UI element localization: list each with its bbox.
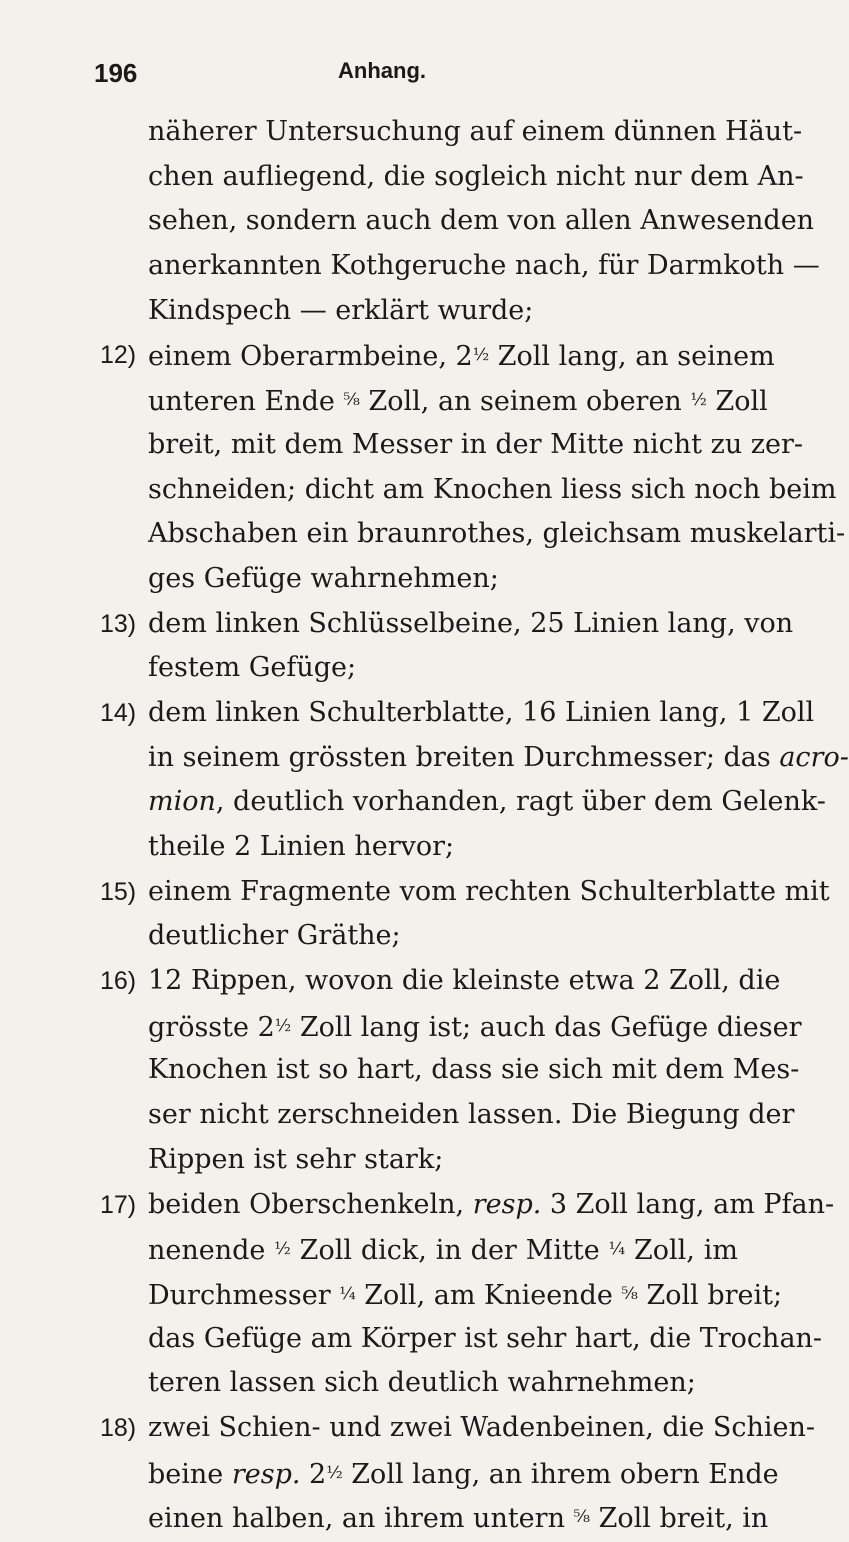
line-text [148,1183,835,1228]
item-number: 17) [100,1190,137,1219]
text-segment: dem linken Schulterblatte, 16 Linien lang, 1 Zoll [148,696,815,728]
text-segment: breit, mit dem Messer in der Mitte nicht zu zer- [148,428,804,460]
item-number: 14) [100,698,137,727]
text-line [0,736,849,781]
text-segment: 3 Zoll lang, am Pfan- [541,1188,835,1220]
text-segment: , deutlich vorhanden, ragt über dem Gelenk- [215,786,826,818]
text-line [0,825,800,870]
text-segment: Zoll lang, an seinem [489,341,775,373]
italic-term: mion [148,786,216,818]
line-text [148,1451,779,1498]
text-segment: einem Fragmente vom rechten Schulterblatte mit [148,875,830,907]
text-line [0,780,826,825]
line-text [148,1138,738,1183]
text-segment: sehen, sondern auch dem von allen Anwesenden [148,205,815,237]
text-segment: 12 Rippen, wovon die kleinste etwa 2 Zoll, die [148,965,781,997]
line-text [148,1361,738,1406]
text-line [0,1406,816,1451]
text-segment: Abschaben ein braunrothes, gleichsam muskelarti- [148,518,846,550]
text-segment: Zoll, im [625,1235,738,1267]
text-segment: das Gefüge am Körper ist sehr hart, die Trochan- [148,1322,823,1354]
fraction: ½ [690,390,707,411]
fraction: ½ [326,1462,343,1483]
line-text [148,468,837,513]
text-segment: theile 2 Linien hervor; [148,831,455,862]
line-text [148,1227,738,1274]
text-segment: Zoll [706,386,768,418]
line-text [148,1272,783,1319]
line-text [148,1093,795,1138]
text-segment: Rippen ist sehr stark; [148,1143,444,1175]
line-text [148,1495,769,1542]
line-text [148,736,849,781]
text-line [0,646,800,691]
line-text [148,110,803,155]
text-line [0,1451,800,1496]
fraction: ¼ [608,1239,626,1260]
text-segment: Zoll lang, an ihrem obern Ende [342,1458,779,1490]
text-line [0,155,804,200]
text-line [0,1317,823,1362]
text-segment: festem Gefüge; [148,652,357,684]
text-line [0,289,800,334]
text-line [0,333,800,378]
line-text [148,378,768,425]
item-number: 15) [100,877,137,906]
line-text [148,1048,800,1093]
text-segment: einem Oberarmbeine, 2 [148,341,473,373]
fraction: ⅝ [343,390,360,411]
text-segment: Durchmesser [148,1279,340,1311]
line-text [148,914,738,959]
line-text [148,1406,816,1451]
text-segment: Zoll, an seinem oberen [359,386,691,418]
fraction: ⅝ [621,1283,638,1304]
line-text [148,870,830,915]
text-segment: zwei Schien- und zwei Wadenbeinen, die Schien- [148,1411,816,1443]
line-text [148,155,804,200]
text-segment: Zoll breit; [637,1279,783,1311]
text-line [0,244,820,289]
text-line [0,959,800,1004]
text-line [0,1227,800,1272]
text-segment: in seinem grössten breiten Durchmesser; das [148,741,780,773]
line-text [148,825,738,870]
text-segment: deutlicher Gräthe; [148,920,401,952]
text-line [0,110,803,155]
text-segment: Zoll, am Knieende [355,1279,622,1311]
line-text [148,602,794,647]
line-text [148,691,815,736]
fraction: ½ [472,345,490,366]
text-segment: ser nicht zerschneiden lassen. Die Biegung der [148,1099,795,1131]
fraction: ½ [274,1239,291,1260]
text-line [0,423,804,468]
line-text [148,959,781,1004]
line-text [148,557,738,602]
text-segment: 2 [300,1458,327,1490]
line-text [148,289,738,334]
text-line [0,691,815,736]
text-segment: grösste 2 [148,1011,275,1043]
fraction: ½ [274,1015,292,1036]
text-line [0,1183,835,1228]
text-line [0,1093,800,1138]
line-text [148,1004,802,1051]
text-segment: Zoll dick, in der Mitte [290,1235,609,1267]
fraction: ⅝ [573,1507,591,1528]
text-line [0,1361,800,1406]
text-segment: schneiden; dicht am Knochen liess sich noch beim [148,473,837,505]
text-segment: Zoll breit, in [590,1503,769,1535]
text-line [0,199,815,244]
text-segment: Zoll lang ist; auch das Gefüge dieser [291,1011,802,1043]
text-line [0,378,800,423]
text-segment: beine [148,1458,232,1490]
fraction: ¼ [339,1283,356,1304]
text-segment: einen halben, an ihrem untern [148,1503,574,1535]
text-segment: Kindspech — erklärt wurde; [148,294,534,326]
text-segment: teren lassen sich deutlich wahrnehmen; [148,1367,696,1399]
line-text [148,199,815,244]
line-text [148,512,846,557]
text-line [0,557,800,602]
line-text [148,780,826,825]
text-segment: chen aufliegend, die sogleich nicht nur dem An- [148,160,804,192]
item-number: 12) [100,341,137,370]
text-segment: Knochen ist so hart, dass sie sich mit dem Mes- [148,1054,800,1086]
line-text [148,244,820,289]
text-segment: ges Gefüge wahrnehmen; [148,562,499,594]
line-text [148,1317,823,1362]
text-line [0,512,846,557]
page-header [0,58,800,98]
line-text [148,646,738,691]
italic-term: resp. [472,1188,542,1220]
text-line [0,468,837,513]
body-text [0,110,849,1540]
text-line [0,914,800,959]
text-line [0,1272,800,1317]
item-number: 18) [100,1413,137,1442]
text-segment: anerkannten Kothgeruche nach, für Darmkoth — [148,250,820,282]
line-text [148,333,775,380]
item-number: 16) [100,967,137,996]
text-line [0,1048,800,1093]
italic-term: resp. [231,1458,301,1490]
text-line [0,870,830,915]
text-segment: dem linken Schlüsselbeine, 25 Linien lang, von [148,607,794,639]
text-segment: nenende [148,1235,275,1267]
text-line [0,1495,800,1540]
text-segment: näherer Untersuchung auf einem dünnen Häut- [148,116,803,147]
page-number: 196 [94,58,138,88]
line-text [148,423,804,468]
italic-term: acro- [779,741,849,773]
running-head: Anhang. [338,58,426,83]
text-segment: unteren Ende [148,386,344,418]
text-line [0,1004,800,1049]
item-number: 13) [100,609,137,638]
text-line [0,602,800,647]
text-segment: beiden Oberschenkeln, [148,1188,473,1220]
text-line [0,1138,800,1183]
